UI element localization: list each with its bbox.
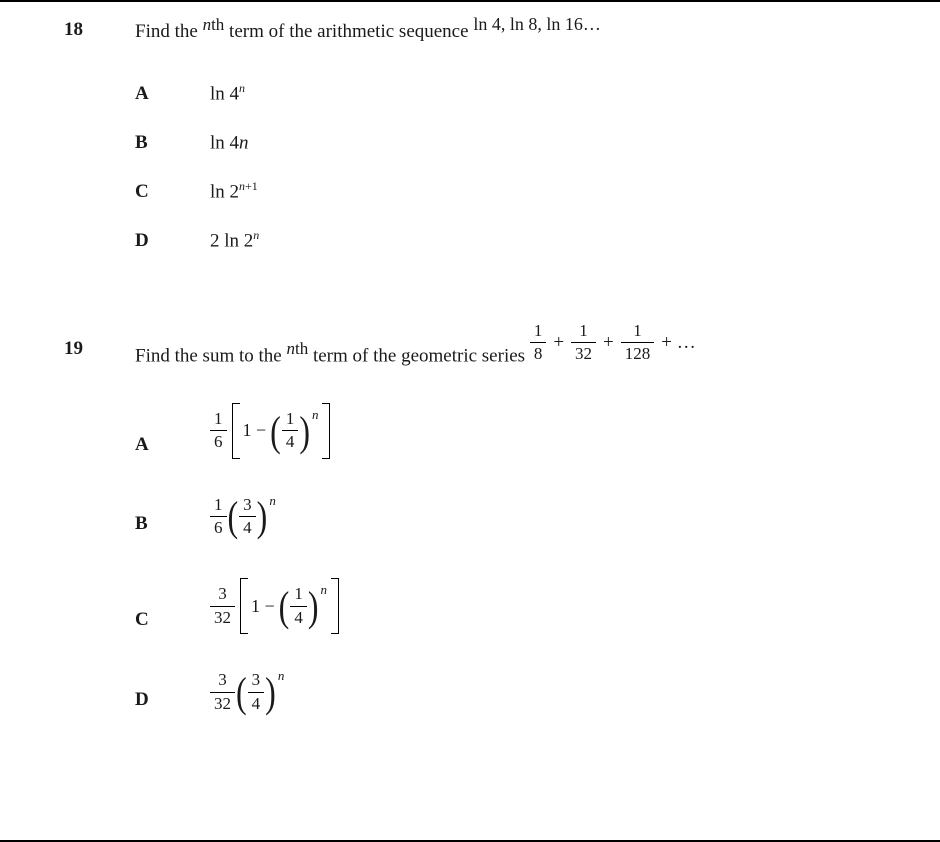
paren-group	[269, 406, 319, 455]
inner-fraction: $\frac{1}{4}$	[290, 584, 307, 628]
exponent: n	[269, 492, 276, 508]
coefficient-fraction: $\frac{1}{6}$	[210, 409, 227, 453]
option-letter: C	[135, 609, 149, 631]
right-bracket	[331, 578, 339, 634]
option-letter: D	[135, 229, 149, 251]
option-letter: C	[135, 180, 149, 202]
option-letter: A	[135, 82, 149, 104]
right-paren: )	[307, 582, 319, 630]
series-fraction: $\frac{1}{128}$	[621, 321, 655, 365]
exponent: n	[277, 668, 285, 684]
left-paren: (	[278, 582, 290, 630]
question-number: 19	[64, 338, 83, 359]
option-letter: D	[135, 688, 149, 710]
bracket-group	[240, 578, 339, 634]
nth-notation: nth	[286, 339, 309, 359]
options-list	[135, 403, 900, 714]
right-bracket	[322, 403, 330, 459]
question-prompt	[135, 16, 900, 47]
series-ellipsis: + …	[661, 331, 696, 353]
coefficient-fraction: $\frac{1}{6}$	[210, 495, 227, 539]
left-bracket	[232, 403, 240, 459]
coefficient-fraction: $\frac{3}{32}$	[210, 584, 235, 628]
option-expression: 2 ln 2$^n$	[210, 228, 260, 252]
inner-fraction: $\frac{3}{4}$	[248, 670, 265, 714]
bracket-group	[232, 403, 331, 459]
question-number: 18	[64, 19, 83, 40]
option-letter: A	[135, 433, 149, 455]
one-minus-text: 1 −	[242, 420, 267, 441]
option-expression	[210, 670, 284, 714]
left-paren: (	[227, 492, 239, 541]
option-row-a	[135, 403, 900, 459]
nth-notation: nth	[202, 15, 225, 34]
question-18	[64, 16, 900, 265]
question-prompt	[135, 321, 900, 379]
inner-fraction: $\frac{3}{4}$	[239, 495, 256, 539]
exponent: n	[311, 406, 319, 422]
paren-group	[278, 584, 327, 628]
option-expression	[210, 403, 330, 459]
question-body	[135, 321, 900, 754]
options-list	[135, 69, 900, 265]
option-letter: B	[135, 513, 148, 535]
inner-fraction: $\frac{1}{4}$	[282, 409, 299, 453]
right-paren: )	[256, 492, 268, 541]
one-minus-text: 1 −	[251, 595, 275, 616]
paren-group	[227, 492, 276, 541]
question-body	[135, 16, 900, 265]
prompt-text: Find the sum to the	[135, 345, 282, 367]
option-row-a	[135, 69, 900, 118]
series-fraction: $\frac{1}{32}$	[571, 321, 596, 365]
left-paren: (	[236, 668, 247, 716]
option-row-b	[135, 118, 900, 167]
paren-group	[235, 670, 284, 714]
left-paren: (	[270, 406, 281, 455]
series-fraction: $\frac{1}{8}$	[530, 321, 547, 365]
option-expression: ln 4$^n$	[210, 81, 246, 105]
sequence-expression: ln 4, ln 8, ln 16…	[473, 14, 601, 34]
option-expression	[210, 492, 276, 541]
prompt-text: Find the	[135, 21, 198, 42]
coefficient-fraction: $\frac{3}{32}$	[210, 670, 235, 714]
plus-sign: +	[553, 331, 565, 353]
option-row-c	[135, 578, 900, 634]
option-row-b	[135, 492, 900, 541]
geometric-series	[530, 321, 696, 365]
plus-sign: +	[603, 331, 614, 353]
left-bracket	[240, 578, 248, 634]
question-19	[64, 321, 900, 754]
option-expression: ln 4n	[210, 132, 249, 154]
prompt-text: term of the arithmetic sequence	[229, 21, 469, 42]
right-paren: )	[299, 406, 310, 455]
option-row-d	[135, 216, 900, 265]
exponent: n	[320, 582, 327, 598]
option-row-c	[135, 167, 900, 216]
option-letter: B	[135, 131, 148, 153]
option-expression	[210, 578, 339, 634]
option-expression: $\ln 2^{n+1}$	[210, 179, 258, 203]
prompt-text: term of the geometric series	[312, 345, 526, 367]
right-paren: )	[265, 668, 276, 716]
option-row-d	[135, 670, 900, 714]
